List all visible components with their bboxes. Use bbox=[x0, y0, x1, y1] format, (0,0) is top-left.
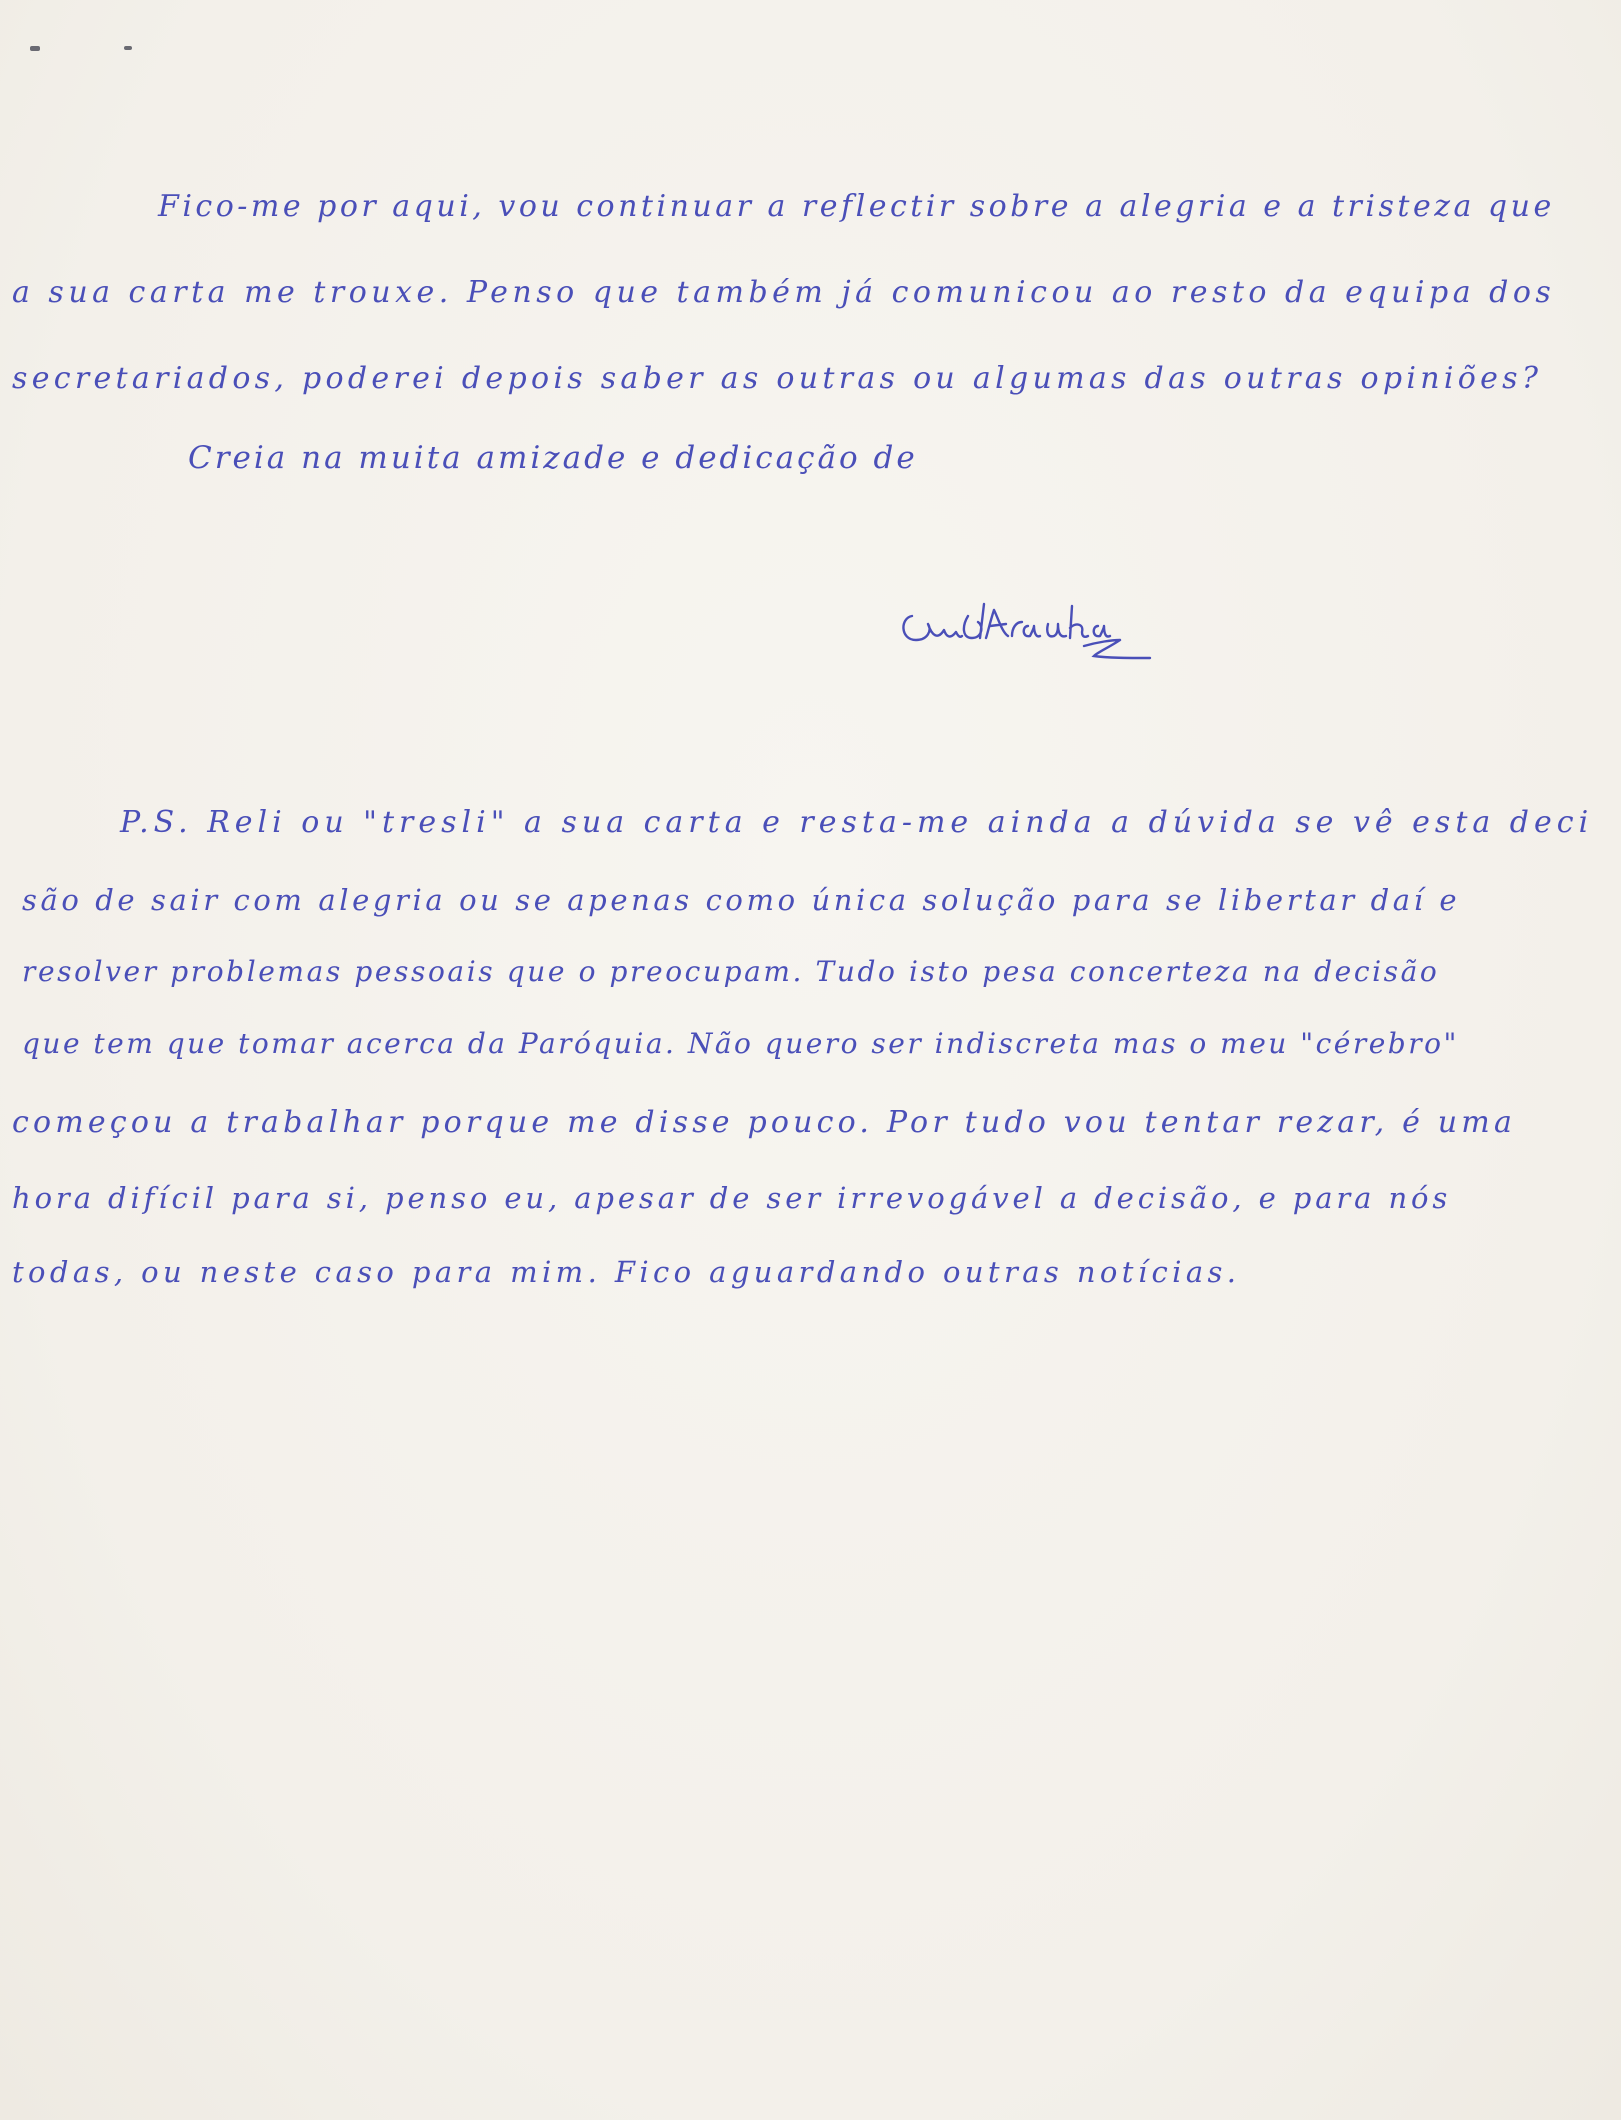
handwritten-signature bbox=[898, 581, 1178, 668]
postscript-line: hora difícil para si, penso eu, apesar de ser irrevogável a decisão, e para nós bbox=[12, 1181, 1452, 1215]
postscript-line: começou a trabalhar porque me disse pouco. Por tudo vou tentar rezar, é uma bbox=[12, 1105, 1517, 1140]
signature-text: Guidarauha bbox=[898, 581, 994, 600]
scan-mark bbox=[124, 46, 132, 50]
scan-mark bbox=[30, 46, 40, 51]
body-line: secretariados, poderei depois saber as outras ou algumas das outras opiniões? bbox=[12, 361, 1543, 396]
body-line: a sua carta me trouxe. Penso que também já comunicou ao resto da equipa dos bbox=[12, 275, 1556, 310]
postscript-line: resolver problemas pessoais que o preocupam. Tudo isto pesa concerteza na decisão bbox=[22, 955, 1440, 988]
closing-line: Creia na muita amizade e dedicação de bbox=[188, 440, 918, 476]
postscript-line: que tem que tomar acerca da Paróquia. Não quero ser indiscreta mas o meu "cérebro" bbox=[22, 1027, 1459, 1060]
postscript-line: P.S. Reli ou "tresli" a sua carta e resta-me ainda a dúvida se vê esta deci bbox=[120, 805, 1594, 840]
postscript-line: são de sair com alegria ou se apenas como única solução para se libertar daí e bbox=[22, 883, 1461, 917]
body-line: Fico-me por aqui, vou continuar a reflectir sobre a alegria e a tristeza que bbox=[158, 189, 1555, 224]
postscript-line: todas, ou neste caso para mim. Fico aguardando outras notícias. bbox=[12, 1255, 1241, 1289]
